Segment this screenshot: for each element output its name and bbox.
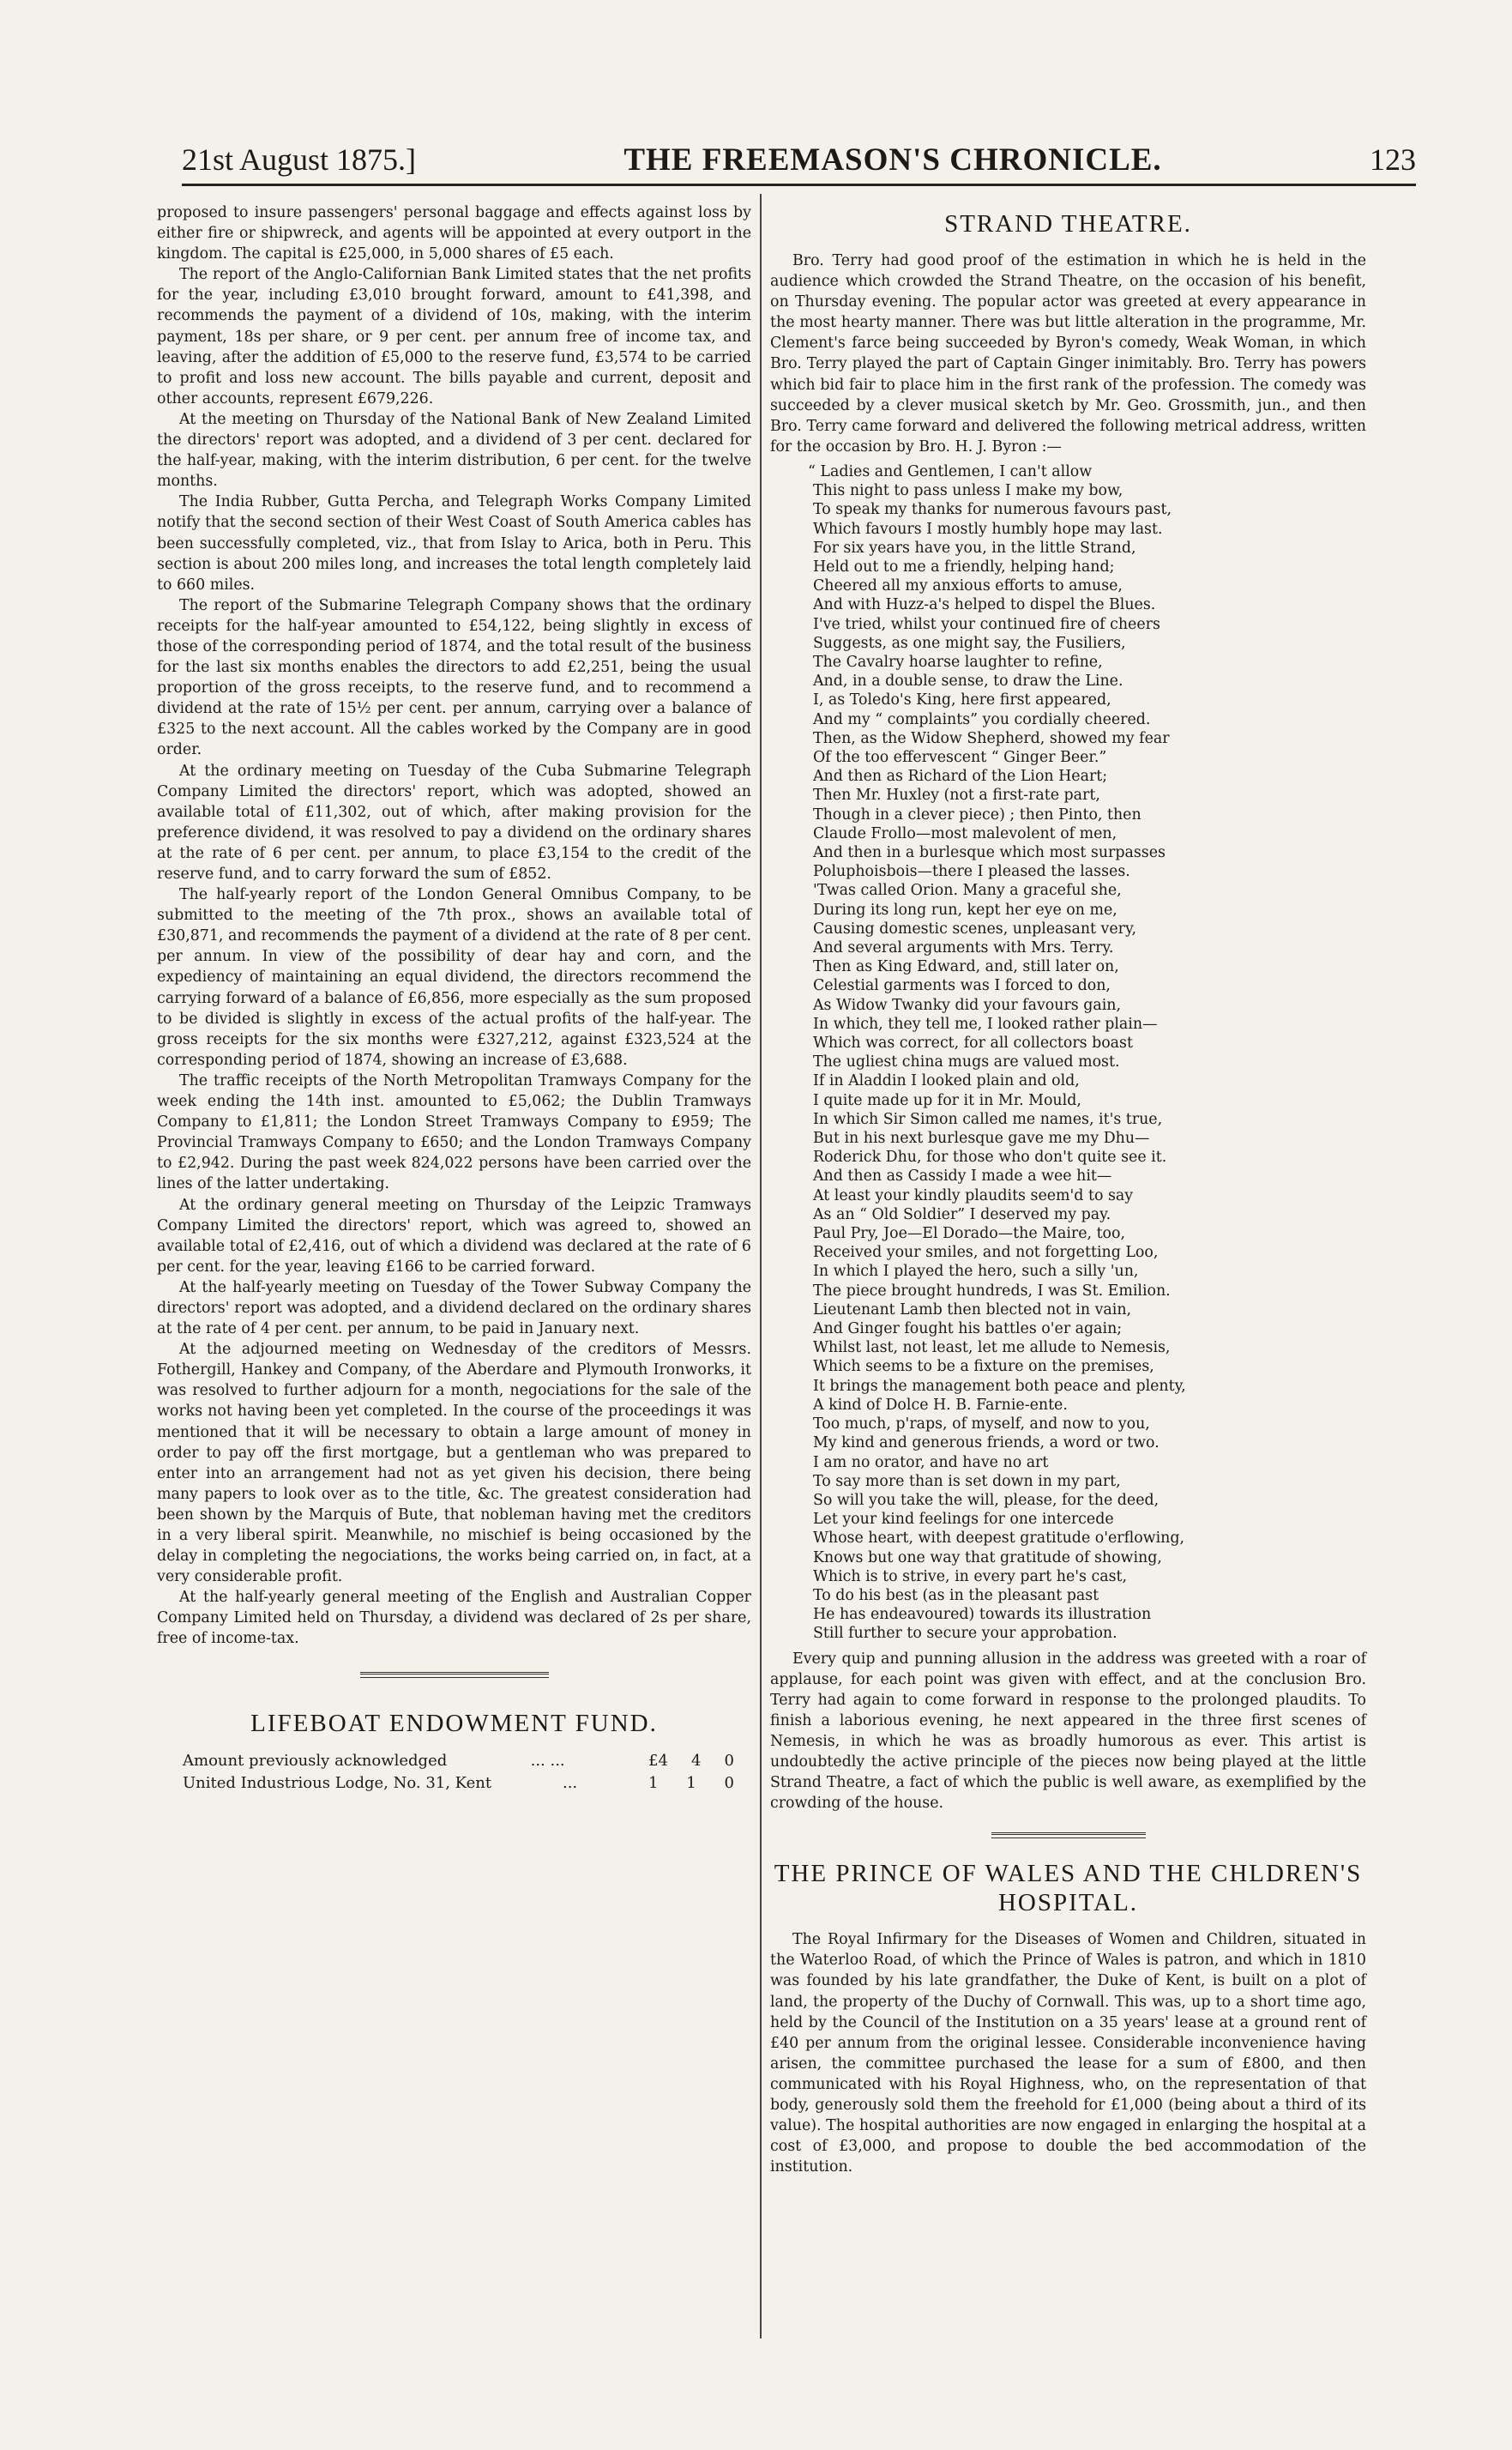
poem-line: And then in a burlesque which most surpasses (813, 844, 1166, 861)
poem-line: Knows but one way that gratitude of showing, (813, 1548, 1162, 1566)
poem-line: And, in a double sense, to draw the Line. (813, 673, 1123, 691)
poem-line: And then as Richard of the Lion Heart; (813, 768, 1108, 786)
poem-line: Which was correct, for all collectors boast (813, 1035, 1133, 1053)
fund-shillings: 4 (691, 1751, 702, 1770)
poem-line: If in Aladdin I looked plain and old, (813, 1072, 1080, 1090)
poem-line: Received your smiles, and not forgetting Loo, (813, 1244, 1159, 1262)
metrical-address (770, 462, 1366, 1644)
article-paragraph: At the half-yearly meeting on Tuesday of the Tower Subway Company the directors' report was adopted, and a dividend declared on the ordinary shares at the rate of 4 per cent. per annum, to be paid in January next. (157, 1278, 751, 1338)
page-number: 123 (1370, 142, 1416, 177)
fund-shillings: 1 (686, 1773, 696, 1792)
poem-line: This night to pass unless I make my bow, (813, 482, 1123, 500)
article-paragraph: At the meeting on Thursday of the National Bank of New Zealand Limited the directors' report was adopted, and a dividend of 3 per cent. declared for the half-year, making, with the interim distribution, 6 per cent. for the twelve months. (157, 410, 751, 491)
poem-line: “ Ladies and Gentlemen, I can't allow (808, 462, 1093, 480)
poem-line: And Ginger fought his battles o'er again; (813, 1320, 1123, 1338)
fund-pounds: £4 (648, 1751, 668, 1770)
poem-line: Lieutenant Lamb then blected not in vain, (813, 1300, 1132, 1319)
poem-line: But in his next burlesque gave me my Dhu— (813, 1130, 1150, 1148)
poem-line: Too much, p'raps, of myself, and now to you, (813, 1415, 1150, 1433)
poem-line: Held out to me a friendly, helping hand; (813, 558, 1115, 576)
article-paragraph: At the adjourned meeting on Wednesday of the creditors of Messrs. Fothergill, Hankey and Company, of the Aberdare and Plymouth Ironworks, it was resolved to further adjourn for a month, negociations for the sale of the works not having been yet completed. In the course of the proceedings it was mentioned that it will be necessary to obtain a large amount of money in order to pay off the first mortgage, but a gentleman who was prepared to enter into an arrangement had not as yet given his decision, there being many papers to look over as to the title, &c. The greatest consideration had been shown by the Marquis of Bute, that nobleman having met the creditors in a very liberal spirit. Meanwhile, no mischief is being occasioned by the delay in completing the negociations, the works being carried on, in fact, at a very considerable profit. (157, 1341, 751, 1586)
article-paragraph: At the ordinary meeting on Tuesday of the Cuba Submarine Telegraph Company Limited the directors' report, which was adopted, showed an available total of £11,302, out of which, after making provision for the preference dividend, it was resolved to pay a dividend on the ordinary shares at the rate of 6 per cent. per annum, to place £3,154 to the credit of the reserve fund, and to carry forward the sum of £852. (157, 762, 751, 883)
poem-line: Claude Frollo—most malevolent of men, (813, 824, 1117, 842)
poem-line: In which, they tell me, I looked rather plain— (813, 1015, 1158, 1033)
fund-row (157, 1750, 751, 1772)
poem-line: I've tried, whilst your continued fire of cheers (813, 615, 1160, 633)
article-paragraph: The half-yearly report of the London General Omnibus Company, to be submitted to the meeting of the 7th prox., shows an available total of £30,871, and recommends the payment of a dividend at the rate of 8 per cent. per annum. In view of the possibility of dear hay and corn, and the expediency of maintaining an equal dividend, the directors recommend the carrying forward of a balance of £6,856, more especially as the sum proposed to be divided is slightly in excess of the actual profits of the half-year. The gross receipts for the six months were £327,212, against £323,524 at the corresponding period of 1874, showing an increase of £3,688. (157, 886, 751, 1069)
poem-line: Still further to secure your approbation. (813, 1625, 1117, 1643)
poem-line: During its long run, kept her eye on me, (813, 901, 1117, 919)
prince-hospital-body: The Royal Infirmary for the Diseases of Women and Children, situated in the Waterloo Road, of which the Prince of Wales is patron, and which in 1810 was founded by his late grandfather, the Duke of Kent, is built on a plot of land, the property of the Duchy of Cornwall. This was, up to a short time ago, held by the Council of the Institution on a 35 years' lease at a ground rent of £40 per annum from the original lessee. Considerable inconvenience having arisen, the committee purchased the lease for a sum of £800, and then communicated with his Royal Highness, who, on the representation of that body, generously sold them the freehold for £1,000 (being about a third of its value). The hospital authorities are now engaged in enlarging the hospital at a cost of £3,000, and propose to double the bed accommodation of the institution. (770, 1931, 1366, 2176)
poem-line: And then as Cassidy I made a wee hit— (813, 1168, 1112, 1186)
article-paragraph: proposed to insure passengers' personal baggage and effects against loss by either fire or shipwreck, and agents will be appointed at every outport in the kingdom. The capital is £25,000, in 5,000 shares of £5 each. (157, 204, 751, 263)
left-column (157, 202, 751, 1795)
poem-line: And my “ complaints” you cordially cheered. (813, 710, 1151, 728)
article-paragraph: The report of the Submarine Telegraph Company shows that the ordinary receipts for the half-year amounted to £54,122, being slightly in excess of those of the corresponding period of 1874, and the total result of the business for the last six months enables the directors to add £2,251, being the usual proportion of the gross receipts, to the reserve fund, and to recommend a dividend at the rate of 15½ per cent. per annum, carrying over a balance of £325 to the next account. All the cables worked by the Company are in good order. (157, 596, 751, 759)
fund-dots: ... ... (530, 1751, 565, 1770)
poem-line: Then as King Edward, and, still later on, (813, 958, 1119, 976)
poem-line: Celestial garments was I forced to don, (813, 977, 1111, 995)
poem-line: I am no orator, and have no art (813, 1453, 1049, 1471)
lifeboat-fund-table (157, 1750, 751, 1795)
poem-line: I quite made up for it in Mr. Mould, (813, 1091, 1081, 1109)
poem-line: A kind of Dolce H. B. Farnie-ente. (813, 1396, 1068, 1414)
masthead-title: THE FREEMASON'S CHRONICLE. (623, 142, 1162, 178)
strand-intro: Bro. Terry had good proof of the estimation in which he is held in the audience which crowded the Strand Theatre, on the occasion of his benefit, on Thursday evening. The popular actor was greeted at every appearance in the most hearty manner. There was but little alteration in the programme, Mr. Clement's farce being succeeded by Byron's comedy, Weak Woman, in which Bro. Terry played the part of Captain Ginger inimitably. Bro. Terry has powers which bid fair to place him in the first rank of the profession. The comedy was succeeded by a clever musical sketch by Mr. Geo. Grossmith, jun., and then Bro. Terry came forward and delivered the following metrical address, written for the occasion by Bro. H. J. Byron :— (770, 252, 1366, 456)
poem-line: Suggests, as one might say, the Fusiliers, (813, 634, 1126, 652)
fund-pence: 0 (724, 1751, 734, 1770)
section-separator (360, 1672, 549, 1678)
poem-line: Whose heart, with deepest gratitude o'erflowing, (813, 1530, 1184, 1548)
poem-line: My kind and generous friends, a word or two. (813, 1434, 1160, 1452)
poem-line: Let your kind feelings for one intercede (813, 1511, 1114, 1529)
poem-line: To say more than is set down in my part, (813, 1472, 1121, 1490)
poem-line: Though in a clever piece) ; then Pinto, then (813, 806, 1142, 824)
column-divider (760, 194, 762, 2338)
poem-line: So will you take the will, please, for the deed, (813, 1491, 1160, 1509)
poem-line: In which I played the hero, such a silly 'un, (813, 1263, 1139, 1281)
fund-amount (648, 1772, 734, 1795)
poem-line: Cheered all my anxious efforts to amuse, (813, 577, 1123, 595)
poem-line: He has endeavoured) towards its illustration (813, 1606, 1152, 1624)
poem-line: The piece brought hundreds, I was St. Emilion. (813, 1282, 1171, 1300)
poem-line: Which favours I mostly humbly hope may last. (813, 520, 1163, 538)
poem-line: To do his best (as in the pleasant past (813, 1586, 1099, 1604)
poem-line: Then Mr. Huxley (not a first-rate part, (813, 787, 1100, 805)
strand-theatre-title: STRAND THEATRE. (944, 210, 1192, 238)
poem-line: As Widow Twanky did your favours gain, (813, 996, 1122, 1014)
article-paragraph: The India Rubber, Gutta Percha, and Telegraph Works Company Limited notify that the second section of their West Coast of South America cables has been successfully completed, viz., that from Islay to Arica, both in Peru. This section is about 200 miles long, and increases the total length completely laid to 660 miles. (157, 493, 751, 594)
poem-line: The ugliest china mugs are valued most. (813, 1053, 1120, 1071)
poem-line: To speak my thanks for numerous favours past, (813, 501, 1172, 519)
poem-line: Of the too effervescent “ Ginger Beer.” (813, 748, 1107, 766)
page-header (182, 136, 1416, 186)
poem-line: Roderick Dhu, for those who don't quite see it. (813, 1149, 1167, 1167)
poem-line: Poluphoisbois—there I pleased the lasses. (813, 863, 1130, 881)
fund-dots: ... (562, 1773, 578, 1792)
strand-closing: Every quip and punning allusion in the address was greeted with a roar of applause, for each point was given with effect, and at the conclusion Bro. Terry had again to come forward in response to the prolonged plaudits. To finish a laborious evening, he next appeared in the three first scenes of Nemesis, in which he was as broadly humorous as ever. This artist is undoubtedly the active principle of the pieces now being played at the little Strand Theatre, a fact of which the public is well aware, as exemplified by the crowding of the house. (770, 1650, 1366, 1813)
poem-line: At least your kindly plaudits seem'd to say (813, 1186, 1134, 1204)
article-paragraph: The traffic receipts of the North Metropolitan Tramways Company for the week ending the 14th inst. amounted to £5,062; the Dublin Tramways Company to £1,811; the London Street Tramways Company to £959; The Provincial Tramways Company to £650; and the London Tramways Company to £2,942. During the past week 824,022 persons have been carried over the lines of the latter undertaking. (157, 1071, 751, 1193)
poem-line: Then, as the Widow Shepherd, showed my fear (813, 729, 1170, 747)
prince-hospital-title: THE PRINCE OF WALES AND THE CHLDREN'S HOSPITAL. (774, 1860, 1363, 1917)
article-paragraph: The report of the Anglo-Californian Bank Limited states that the net profits for the year, including £3,010 brought forward, amount to £41,398, and recommends the payment of a dividend of 10s, making, with the interim payment, 18s per share, or 9 per cent. per annum free of income tax, and leaving, after the addition of £5,000 to the reserve fund, £3,574 to be carried to profit and loss new account. The bills payable and current, deposit and other accounts, represent £679,226. (157, 266, 751, 407)
poem-line: And with Huzz-a's helped to dispel the Blues. (813, 596, 1156, 614)
poem-line: As an “ Old Soldier” I deserved my pay. (813, 1205, 1111, 1223)
poem-line: Which seems to be a fixture on the premises, (813, 1358, 1154, 1376)
lifeboat-fund-title: LIFEBOAT ENDOWMENT FUND. (250, 1709, 658, 1737)
article-paragraph: At the half-yearly general meeting of the English and Australian Copper Company Limited held on Thursday, a dividend was declared of 2s per share, free of income-tax. (157, 1589, 751, 1648)
poem-line: Which is to strive, in every part he's cast, (813, 1567, 1128, 1585)
right-column (770, 202, 1366, 2177)
fund-amount (648, 1750, 734, 1772)
poem-line: 'Twas called Orion. Many a graceful she, (813, 882, 1122, 900)
poem-line: I, as Toledo's King, here first appeared, (813, 691, 1111, 709)
fund-row (157, 1772, 751, 1795)
fund-label: United Industrious Lodge, No. 31, Kent (183, 1773, 492, 1792)
fund-label: Amount previously acknowledged (183, 1751, 448, 1770)
issue-date: 21st August 1875.] (182, 142, 417, 177)
poem-line: In which Sir Simon called me names, it's true, (813, 1110, 1163, 1128)
poem-line: For six years have you, in the little Strand, (813, 539, 1136, 557)
fund-pounds: 1 (648, 1773, 659, 1792)
poem-line: Causing domestic scenes, unpleasant very, (813, 920, 1137, 938)
fund-pence: 0 (724, 1773, 734, 1792)
poem-line: Whilst last, not least, let me allude to Nemesis, (813, 1339, 1171, 1357)
poem-line: And several arguments with Mrs. Terry. (813, 939, 1114, 957)
article-paragraph: At the ordinary general meeting on Thursday of the Leipzic Tramways Company Limited the directors' report, which was agreed to, showed an available total of £2,416, out of which a dividend was declared at the rate of 6 per cent. for the year, leaving £166 to be carried forward. (157, 1196, 751, 1276)
poem-line: Paul Pry, Joe—El Dorado—the Maire, too, (813, 1225, 1126, 1243)
poem-line: It brings the management both peace and plenty, (813, 1377, 1186, 1395)
poem-line: The Cavalry hoarse laughter to refine, (813, 653, 1103, 671)
section-separator (991, 1832, 1146, 1838)
